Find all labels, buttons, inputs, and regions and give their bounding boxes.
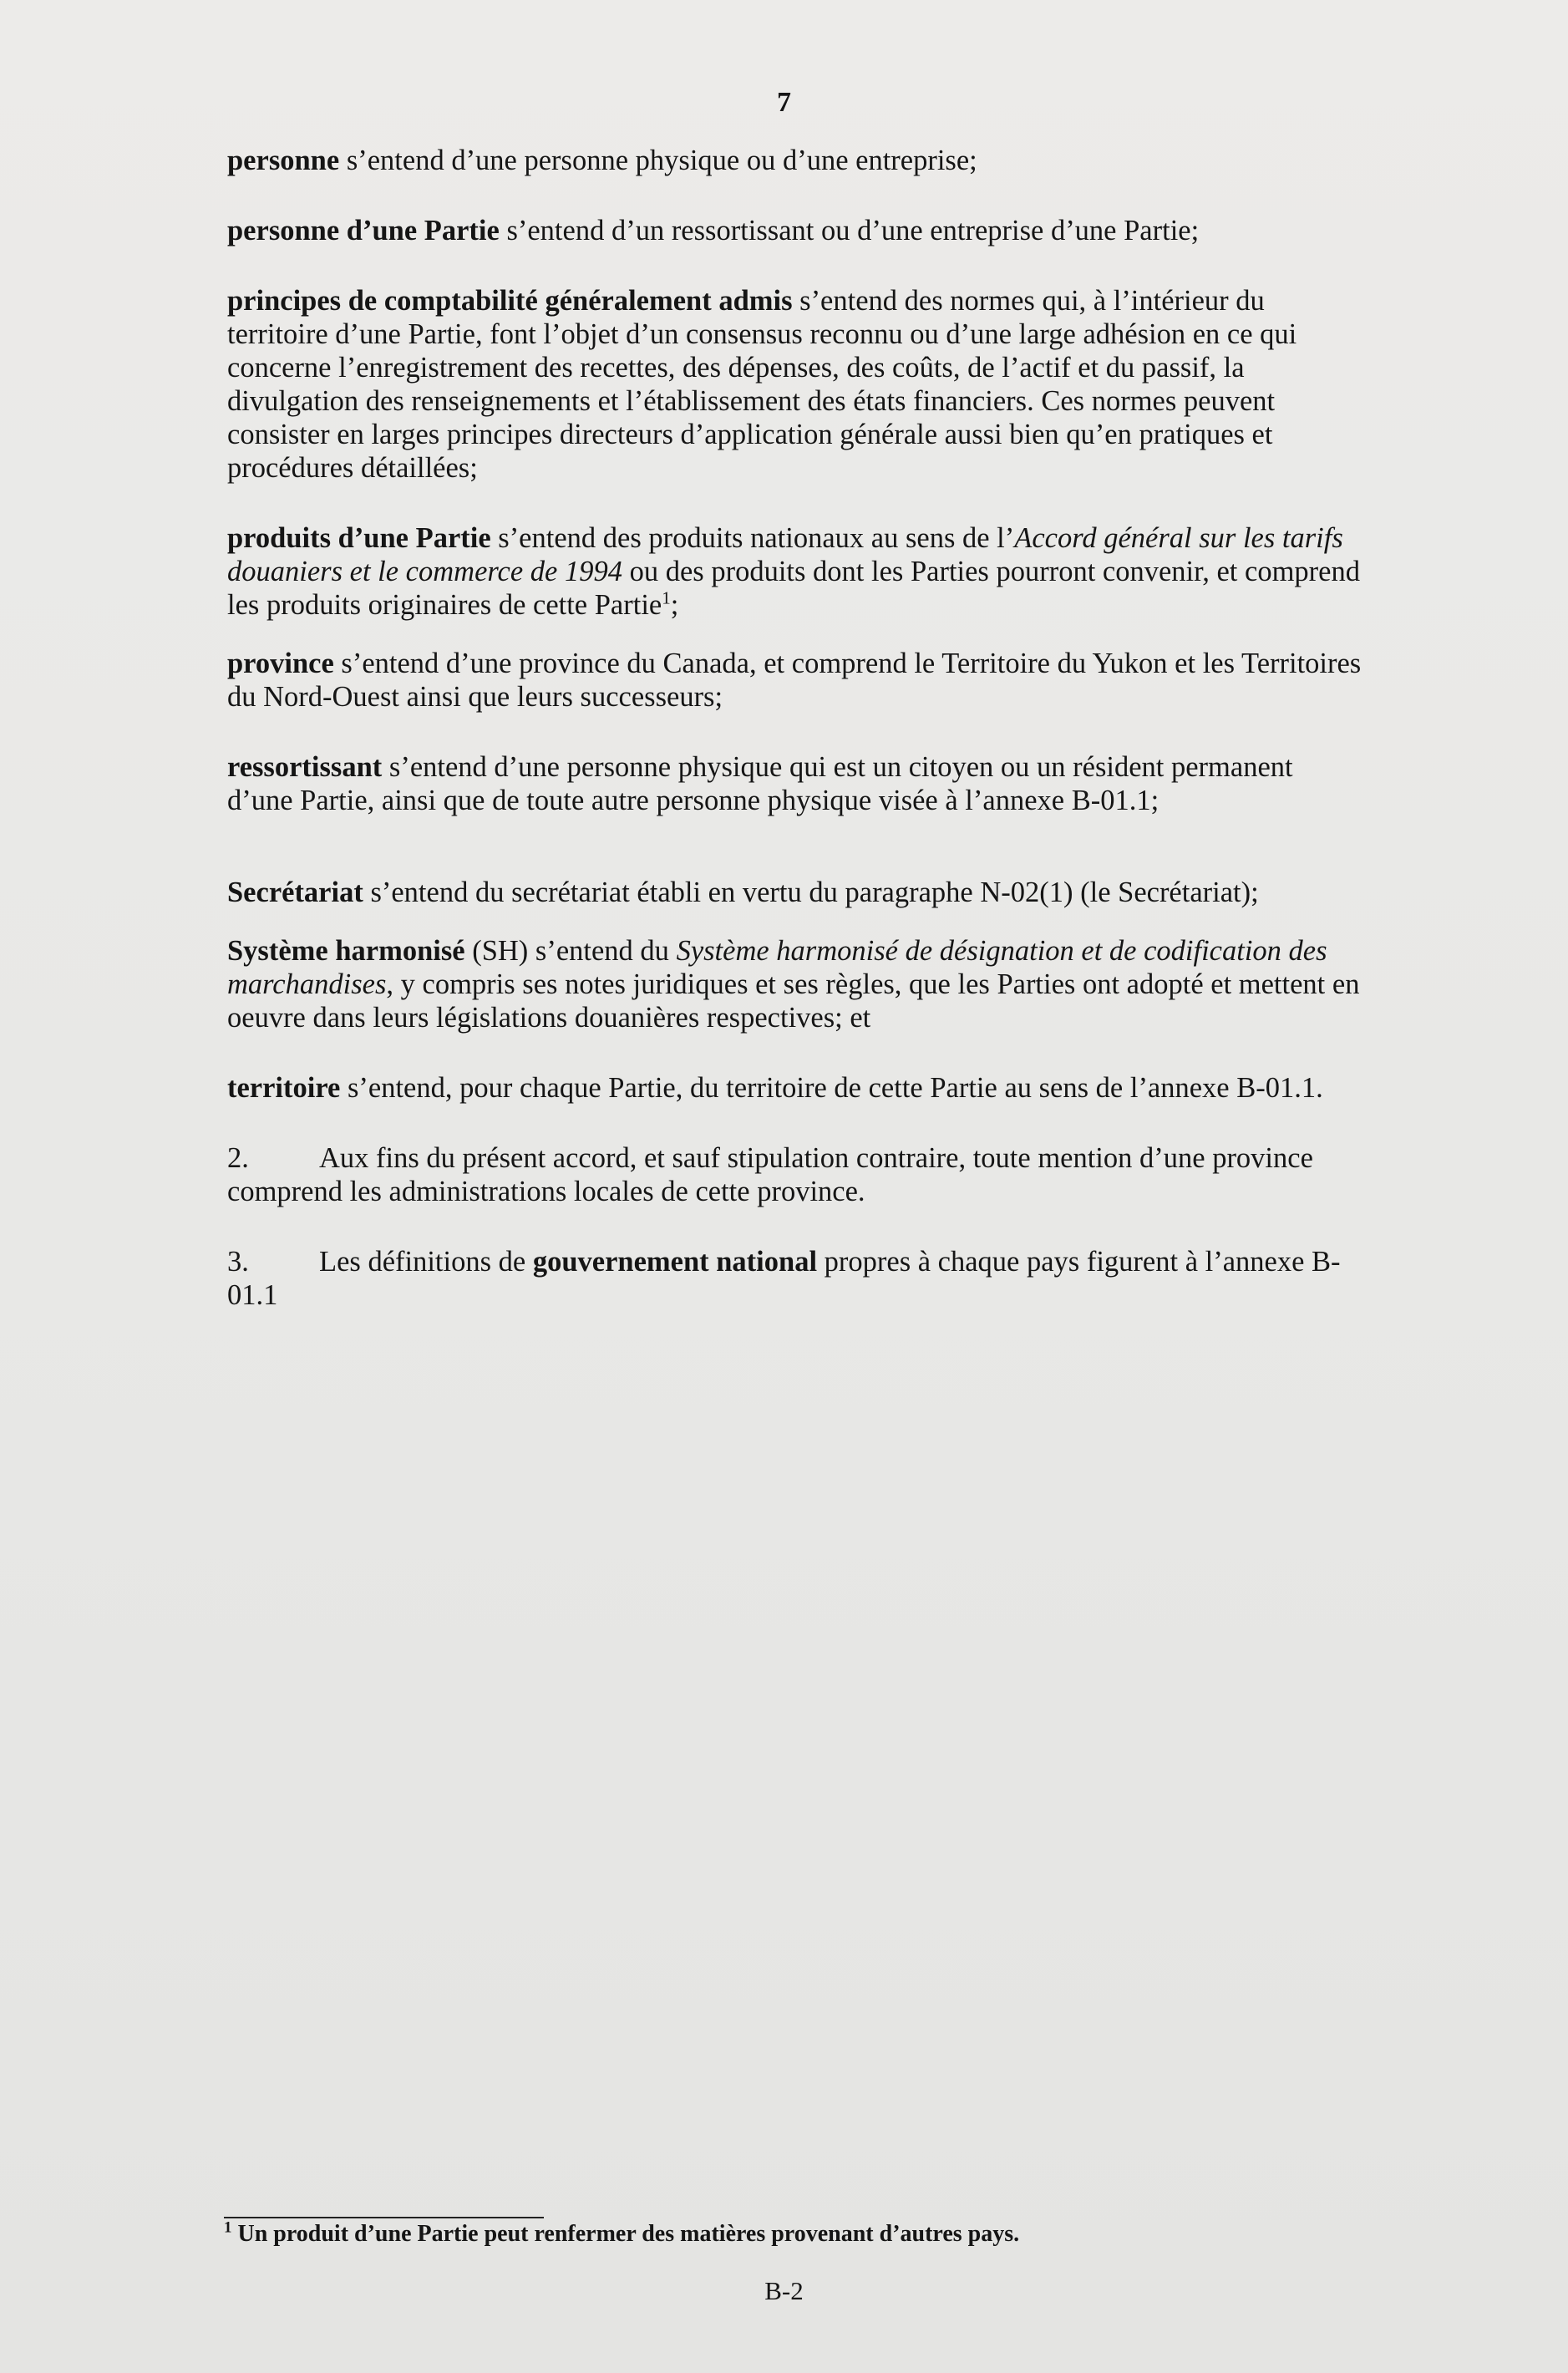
definition-personne-partie bbox=[227, 214, 1363, 247]
paragraph-text: propres à chaque pays figurent à l’annexe B-01.1 bbox=[227, 1246, 1341, 1311]
footnote-reference: 1 bbox=[662, 587, 671, 608]
definition-term: province bbox=[227, 648, 334, 679]
footnote-text: Un produit d’une Partie peut renfermer des matières provenant d’autres pays. bbox=[231, 2221, 1020, 2247]
paragraph-bold-term: gouvernement national bbox=[532, 1246, 818, 1278]
definition-text: s’entend d’un ressortissant ou d’une entreprise d’une Partie; bbox=[499, 215, 1200, 246]
footnote-divider bbox=[224, 2217, 544, 2218]
definition-produits-partie bbox=[227, 521, 1363, 622]
definition-term: produits d’une Partie bbox=[227, 522, 491, 554]
definition-term: Secrétariat bbox=[227, 877, 363, 908]
page-number: 7 bbox=[777, 87, 791, 118]
definition-text: s’entend d’une personne physique ou d’une entreprise; bbox=[339, 145, 977, 176]
paragraph-number: 3. bbox=[227, 1246, 249, 1278]
paragraph-text: Aux fins du présent accord, et sauf stipulation contraire, toute mention d’une province comprend les administrations locales de cette province. bbox=[227, 1142, 1313, 1207]
definition-italic-title: Système harmonisé de désignation et de codification des marchandises bbox=[227, 935, 1327, 1000]
definition-territoire bbox=[227, 1071, 1363, 1105]
definition-text: ; bbox=[670, 589, 679, 621]
footnote bbox=[224, 2219, 1343, 2249]
definition-text: s’entend d’une province du Canada, et comprend le Territoire du Yukon et les Territoires du Nord-Ouest ainsi que leurs successeurs; bbox=[227, 648, 1362, 713]
definition-text: , y compris ses notes juridiques et ses règles, que les Parties ont adopté et mettent en oeuvre dans leurs législations douanières respectives; et bbox=[227, 968, 1360, 1034]
definition-term: personne bbox=[227, 145, 340, 176]
definition-ressortissant bbox=[227, 750, 1363, 817]
definition-term: principes de comptabilité généralement admis bbox=[227, 285, 793, 317]
footnote-number: 1 bbox=[224, 2218, 232, 2237]
paragraph-text: Les définitions de bbox=[319, 1246, 533, 1278]
definition-text: s’entend des normes qui, à l’intérieur du territoire d’une Partie, font l’objet d’un consensus reconnu ou d’une large adhésion en ce qui concerne l’enregistrement des recettes, des dépenses, des coûts, de l’actif et du passif, la divulgation des renseignements et l’établissement des états financiers. Ces normes peuvent consister en larges principes directeurs d’application générale aussi bien qu’en pratiques et procédures détaillées; bbox=[227, 285, 1297, 484]
definition-term: territoire bbox=[227, 1072, 341, 1104]
definition-text: s’entend du secrétariat établi en vertu du paragraphe N-02(1) (le Secrétariat); bbox=[363, 877, 1259, 908]
definitions-body bbox=[227, 144, 1363, 1349]
paragraph-number: 2. bbox=[227, 1142, 249, 1174]
definition-personne bbox=[227, 144, 1363, 177]
definition-text: ou des produits dont les Parties pourront convenir, et comprend les produits originaires de cette Partie bbox=[227, 556, 1360, 621]
definition-secretariat bbox=[227, 876, 1363, 909]
paragraph-3 bbox=[227, 1245, 1363, 1312]
definition-term: Système harmonisé bbox=[227, 935, 465, 967]
definition-text: s’entend des produits nationaux au sens de l’ bbox=[490, 522, 1015, 554]
definition-text: s’entend, pour chaque Partie, du territoire de cette Partie au sens de l’annexe B-01.1. bbox=[340, 1072, 1323, 1104]
definition-text: (SH) s’entend du bbox=[464, 935, 677, 967]
definition-principes-comptabilite bbox=[227, 284, 1363, 485]
definition-term: ressortissant bbox=[227, 751, 383, 783]
paragraph-2 bbox=[227, 1141, 1363, 1208]
definition-term: personne d’une Partie bbox=[227, 215, 500, 246]
page-code: B-2 bbox=[764, 2276, 804, 2305]
definition-systeme-harmonise bbox=[227, 934, 1363, 1034]
definition-text: s’entend d’une personne physique qui est un citoyen ou un résident permanent d’une Partie, ainsi que de toute autre personne physique visée à l’annexe B-01.1; bbox=[227, 751, 1293, 816]
definition-italic-title: Accord général sur les tarifs douaniers et le commerce de 1994 bbox=[227, 522, 1343, 587]
definition-province bbox=[227, 647, 1363, 714]
